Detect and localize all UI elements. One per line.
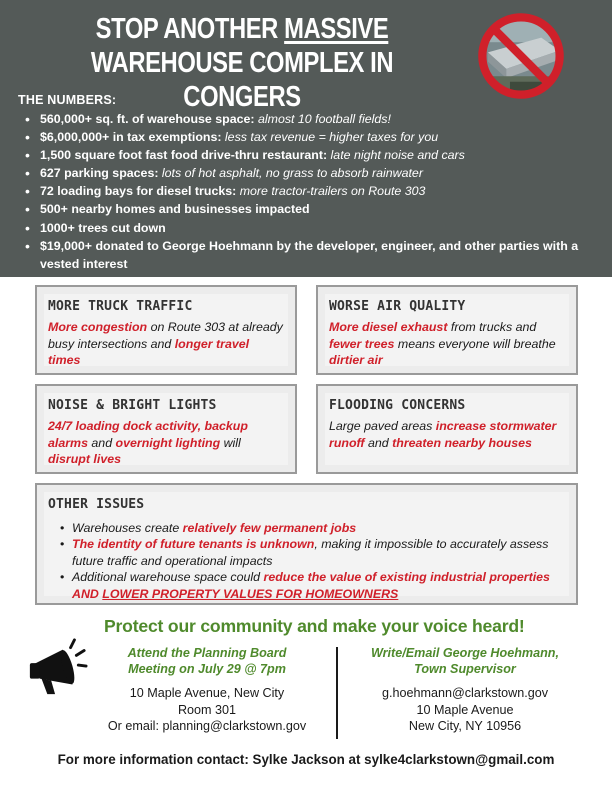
list-item: • 72 loading bays for diesel trucks: more tractor-trailers on Route 303 — [22, 182, 597, 200]
list-item: • 500+ nearby homes and businesses impacted — [22, 200, 597, 218]
no-warehouse-sign-icon — [475, 10, 567, 102]
box-text: Large paved areas increase stormwater runoff and threaten nearby houses — [329, 419, 557, 450]
header-banner — [0, 0, 612, 277]
air-quality-box — [316, 285, 578, 375]
list-item: • 627 parking spaces: lots of hot asphalt, no grass to absorb rainwater — [22, 164, 597, 182]
title-part-2: WAREHOUSE COMPLEX IN CONGERS — [90, 47, 394, 113]
planning-board-column — [92, 645, 322, 735]
list-item: • The identity of future tenants is unknown, making it impossible to accurately assess future traffic and operational impacts — [60, 536, 565, 569]
box-title: FLOODING CONCERNS — [329, 398, 466, 413]
noise-lights-box — [35, 384, 297, 474]
megaphone-icon — [26, 636, 88, 698]
call-to-action: Protect our community and make your voice heard! — [104, 616, 525, 636]
meeting-heading: Attend the Planning Board Meeting on July 29 @ 7pm — [127, 646, 287, 676]
list-item: • $6,000,000+ in tax exemptions: less tax revenue = higher taxes for you — [22, 128, 597, 146]
title-emphasis: MASSIVE — [284, 13, 389, 45]
list-item: • Warehouses create relatively few permanent jobs — [60, 520, 565, 536]
box-title: MORE TRUCK TRAFFIC — [48, 299, 193, 314]
list-item: • Additional warehouse space could reduce the value of existing industrial properties AND LOWER PROPERTY VALUES FOR HOMEOWNERS — [60, 569, 565, 602]
box-text: More congestion on Route 303 at already busy intersections and longer travel times — [48, 320, 283, 367]
supervisor-heading: Write/Email George Hoehmann, Town Supervisor — [370, 646, 559, 676]
box-title: OTHER ISSUES — [48, 497, 145, 512]
title-part-1: STOP ANOTHER — [95, 13, 285, 45]
list-item: • $19,000+ donated to George Hoehmann by the developer, engineer, and other parties with a vested interest — [22, 237, 597, 273]
numbers-list — [22, 110, 597, 273]
list-item: • 1000+ trees cut down — [22, 219, 597, 237]
other-issues-box — [35, 483, 578, 605]
box-title: NOISE & BRIGHT LIGHTS — [48, 398, 217, 413]
column-divider — [336, 647, 338, 739]
contact-line: For more information contact: Sylke Jackson at sylke4clarkstown@gmail.com — [57, 752, 555, 767]
supervisor-details: g.hoehmann@clarkstown.gov 10 Maple Avenue New City, NY 10956 — [381, 686, 549, 734]
box-title: WORSE AIR QUALITY — [329, 299, 466, 314]
numbers-heading: THE NUMBERS: — [18, 93, 117, 107]
box-text: More diesel exhaust from trucks and fewer trees means everyone will breathe dirtier air — [329, 320, 556, 367]
truck-traffic-box — [35, 285, 297, 375]
flooding-box — [316, 384, 578, 474]
meeting-details: 10 Maple Avenue, New City Room 301 Or email: planning@clarkstown.gov — [107, 686, 307, 734]
other-issues-list — [60, 520, 565, 602]
list-item: • 1,500 square foot fast food drive-thru restaurant: late night noise and cars — [22, 146, 597, 164]
box-text: 24/7 loading dock activity, backup alarms and overnight lighting will disrupt lives — [48, 419, 248, 466]
supervisor-column — [345, 645, 585, 735]
list-item: • 560,000+ sq. ft. of warehouse space: almost 10 football fields! — [22, 110, 597, 128]
